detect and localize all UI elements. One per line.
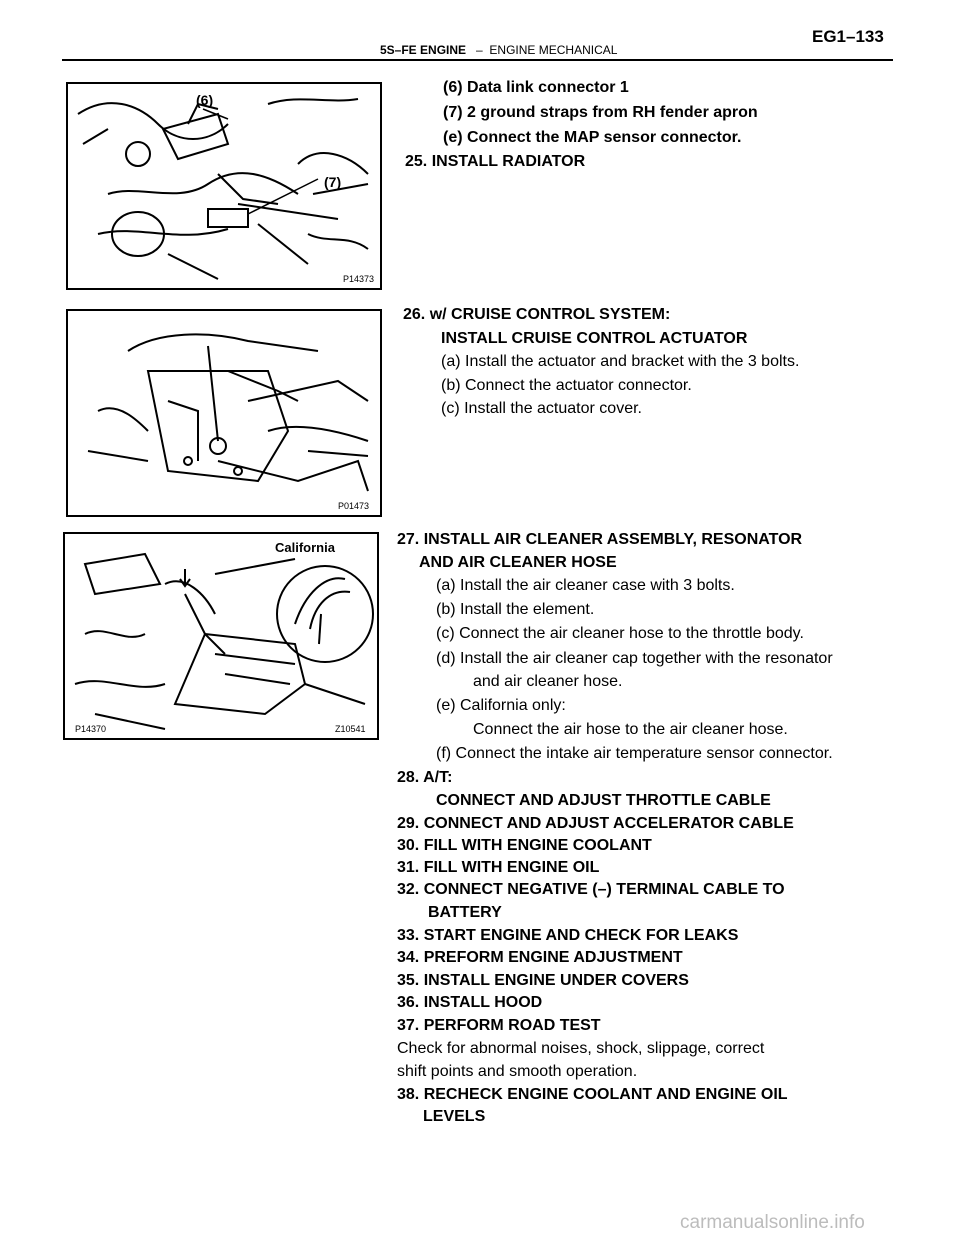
figure-code: P14373: [343, 274, 375, 284]
step-28-subtitle: CONNECT AND ADJUST THROTTLE CABLE: [436, 792, 771, 809]
step-e: (e) Connect the MAP sensor connector.: [443, 129, 742, 146]
step-26-a: (a) Install the actuator and bracket with the 3 bolts.: [441, 353, 800, 370]
callout-7: (7): [324, 174, 342, 190]
figure-code-left: P14370: [75, 724, 107, 734]
step-6: (6) Data link connector 1: [443, 79, 629, 96]
figure-cruise-actuator: [66, 309, 382, 517]
step-37-text-2: shift points and smooth operation.: [397, 1063, 638, 1080]
page-number: EG1–133: [812, 27, 884, 46]
watermark: carmanualsonline.info: [680, 1212, 865, 1233]
callout-6: (6): [196, 92, 214, 108]
step-34: 34. PREFORM ENGINE ADJUSTMENT: [397, 949, 683, 966]
step-7: (7) 2 ground straps from RH fender apron: [443, 104, 758, 121]
step-28: 28. A/T:: [397, 769, 453, 786]
header-separator: –: [476, 43, 483, 57]
step-26-subtitle: INSTALL CRUISE CONTROL ACTUATOR: [441, 330, 748, 347]
step-37-text-1: Check for abnormal noises, shock, slippage, correct: [397, 1040, 765, 1057]
step-25: 25. INSTALL RADIATOR: [405, 153, 586, 170]
step-27-e: (e) California only:: [436, 697, 566, 714]
step-27-f: (f) Connect the intake air temperature sensor connector.: [436, 745, 833, 762]
step-27-d-cont: and air cleaner hose.: [473, 673, 623, 690]
figure-map-sensor: [66, 82, 382, 290]
step-27-e-cont: Connect the air hose to the air cleaner hose.: [473, 721, 788, 738]
step-33: 33. START ENGINE AND CHECK FOR LEAKS: [397, 927, 739, 944]
step-30: 30. FILL WITH ENGINE COOLANT: [397, 837, 652, 854]
step-27-subtitle: AND AIR CLEANER HOSE: [419, 554, 617, 571]
step-38-cont: LEVELS: [423, 1108, 486, 1125]
step-36: 36. INSTALL HOOD: [397, 994, 543, 1011]
step-29: 29. CONNECT AND ADJUST ACCELERATOR CABLE: [397, 815, 794, 832]
section-title: [380, 43, 617, 57]
figure-air-cleaner: [63, 532, 379, 740]
subsection-name: ENGINE MECHANICAL: [489, 43, 618, 57]
figure-code-right: Z10541: [335, 724, 366, 734]
engine-drawing-2: [68, 311, 380, 515]
section-name: 5S–FE ENGINE: [380, 43, 467, 57]
step-26-c: (c) Install the actuator cover.: [441, 400, 642, 417]
step-27-a: (a) Install the air cleaner case with 3 bolts.: [436, 577, 735, 594]
header-rule: [62, 59, 893, 61]
step-32: 32. CONNECT NEGATIVE (–) TERMINAL CABLE TO: [397, 881, 785, 898]
step-26-title: 26. w/ CRUISE CONTROL SYSTEM:: [403, 306, 671, 323]
step-27-title: 27. INSTALL AIR CLEANER ASSEMBLY, RESONATOR: [397, 531, 803, 548]
step-37: 37. PERFORM ROAD TEST: [397, 1017, 601, 1034]
step-31: 31. FILL WITH ENGINE OIL: [397, 859, 600, 876]
step-27-c: (c) Connect the air cleaner hose to the throttle body.: [436, 625, 804, 642]
step-35: 35. INSTALL ENGINE UNDER COVERS: [397, 972, 689, 989]
step-27-b: (b) Install the element.: [436, 601, 595, 618]
callout-california: California: [275, 540, 335, 555]
engine-drawing-3: [65, 534, 377, 738]
step-27-d: (d) Install the air cleaner cap together with the resonator: [436, 650, 833, 667]
figure-code: P01473: [338, 501, 370, 511]
step-38: 38. RECHECK ENGINE COOLANT AND ENGINE OIL: [397, 1086, 788, 1103]
step-32-cont: BATTERY: [428, 904, 502, 921]
step-26-b: (b) Connect the actuator connector.: [441, 377, 692, 394]
